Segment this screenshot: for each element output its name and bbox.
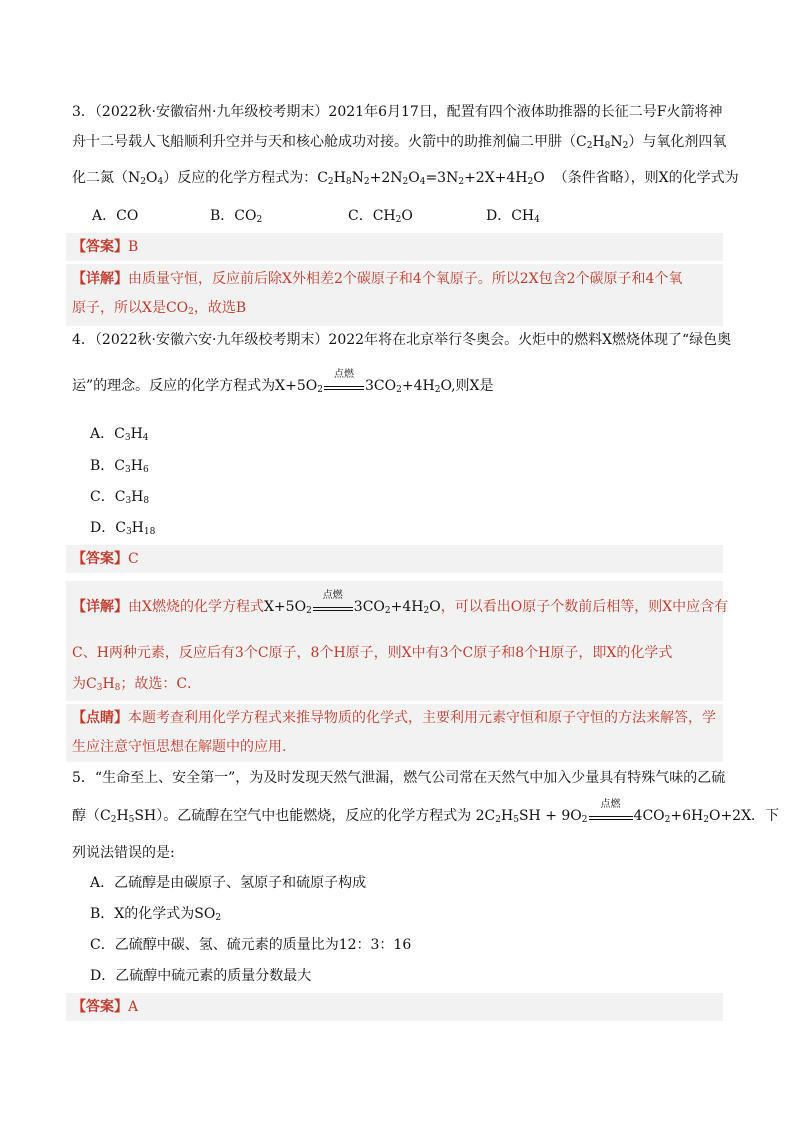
q5-option-b: B．X的化学式为$SO_2$: [90, 906, 222, 923]
q3-equation: $_2H_8N_2+2N_2O_4=3N_2+2X+4H_2O$: [327, 170, 545, 187]
q3-answer-box: [66, 233, 723, 261]
q5-option-c: C．乙硫醇中碳、氢、硫元素的质量比为12：3：16: [90, 937, 412, 953]
q4-option-c: C．$C_3H_8$: [90, 489, 150, 506]
q4-equation: $X+5O_2$ 点燃 $3CO_2+4H_2O$: [275, 369, 452, 395]
q5-answer: A: [128, 999, 139, 1015]
q4-answer: C: [128, 551, 139, 567]
answer-label: 【答案】: [72, 999, 128, 1015]
q3-option-a: A．CO: [92, 208, 139, 224]
q3-option-b: B．$CO_2$: [210, 208, 263, 225]
tip-label: 【点睛】: [72, 710, 128, 726]
q5-stem-line3: 列说法错误的是:: [72, 845, 175, 861]
q3-stem-line3: 化二氮$(N_2O_4)$反应的化学方程式为：$C_2H_8N_2+2N_2O_4=3N_2+2X+4H_2O$ （条件省略），则X的化学式为: [72, 170, 739, 187]
q3-stem-line1: 3．（2022秋·安徽宿州·九年级校考期末）2021年6月17日，配置有四个液体助推器的长征二号F火箭将神: [72, 104, 723, 120]
detail-label: 【详解】: [72, 271, 128, 287]
q4-stem-line2: 运”的理念。反应的化学方程式为$X+5O_2$ 点燃 $3CO_2+4H_2O$,则X是: [72, 369, 494, 395]
detail-label: 【详解】: [72, 599, 128, 615]
q3-stem-line2: 舟十二号载人飞船顺利升空并与天和核心舱成功对接。火箭中的助推剂偏二甲肼$(C_2H_8N_2)$与氧化剂四氧: [72, 134, 727, 151]
q4-option-a: A．$C_3H_4$: [90, 426, 149, 443]
q4-stem-line1: 4．（2022秋·安徽六安·九年级校考期末）2022年将在北京举行冬奥会。火炬中的燃料X燃烧体现了“绿色奥: [72, 332, 732, 348]
answer-label: 【答案】: [72, 239, 128, 255]
answer-label: 【答案】: [72, 551, 128, 567]
q3-answer: B: [128, 239, 139, 255]
q5-stem-line2: 醇$(C_2H_5SH)$。乙硫醇在空气中也能燃烧，反应的化学方程式为 $2C_2H_5SH + 9O_2$ 点燃 $4CO_2+6H_2O+2X$．下: [72, 799, 780, 825]
q3-detail-box: 【详解】由质量守恒，反应前后除X外相差2个碳原子和4个氧原子。所以2X包含2个碳原子和4个氧 原子，所以X是$CO_2$，故选B: [66, 264, 723, 326]
q4-option-b: B．$C_3H_6$: [90, 458, 149, 475]
q4-detail-box: 【详解】由X燃烧的化学方程式$X+5O_2$ 点燃 $3CO_2+4H_2O$，可以看出O原子个数前后相等，则X中应含有 C、H两种元素，反应后有3个C原子，8个H原子，则X中有3个C原子和8个H原子，即X的化学式 为$C_3H_8$；故选：C．: [66, 581, 723, 701]
q5-stem-line1: 5．“生命至上、安全第一”，为及时发现天然气泄漏，燃气公司常在天然气中加入少量具有特殊气味的乙硫: [72, 770, 726, 786]
q5-option-d: D．乙硫醇中硫元素的质量分数最大: [90, 968, 312, 984]
q4-answer-box: [66, 545, 723, 573]
q4-option-d: D．$C_3H_{18}$: [90, 520, 156, 537]
q4-tip-box: 【点睛】本题考查利用化学方程式来推导物质的化学式，主要利用元素守恒和原子守恒的方法来解答，学 生应注意守恒思想在解题中的应用.: [66, 704, 723, 762]
q3-option-c: C．$CH_2O$: [348, 208, 413, 225]
q5-option-a: A．乙硫醇是由碳原子、氢原子和硫原子构成: [90, 875, 367, 891]
q3-option-d: D．$CH_4$: [486, 208, 540, 225]
q5-answer-box: [66, 993, 723, 1021]
